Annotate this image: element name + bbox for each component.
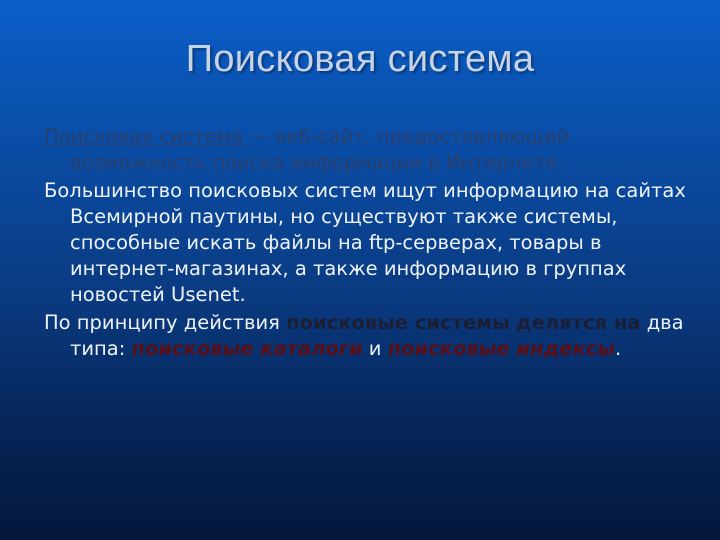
types-bold-divide: делятся на	[515, 311, 641, 334]
definition-paragraph	[44, 124, 694, 176]
slide-title: Поисковая система	[185, 38, 535, 80]
types-end: .	[614, 337, 622, 360]
types-and: и	[362, 337, 388, 360]
slide-body	[44, 124, 694, 364]
description-paragraph	[44, 178, 694, 308]
term-link[interactable]: Поисковая система	[44, 125, 250, 148]
type-indexes: поисковые индексы	[387, 337, 615, 360]
description-text: Большинство поисковых систем ищут информацию на сайтах Всемирной паутины, но существуют также системы, способные искать файлы на ftp-серверах, товары в интернет-магазинах, а также информацию в группах новостей Usenet.	[44, 179, 686, 306]
types-paragraph	[44, 310, 694, 362]
types-lead: По принципу действия	[44, 311, 287, 334]
definition-text: — веб-сайт, предоставляющий возможность поиска информации в Интернете.	[70, 125, 570, 174]
types-mid: два типа:	[70, 311, 684, 360]
types-bold-systems: поисковые системы	[286, 311, 510, 334]
type-catalogs: поисковые каталоги	[131, 337, 363, 360]
